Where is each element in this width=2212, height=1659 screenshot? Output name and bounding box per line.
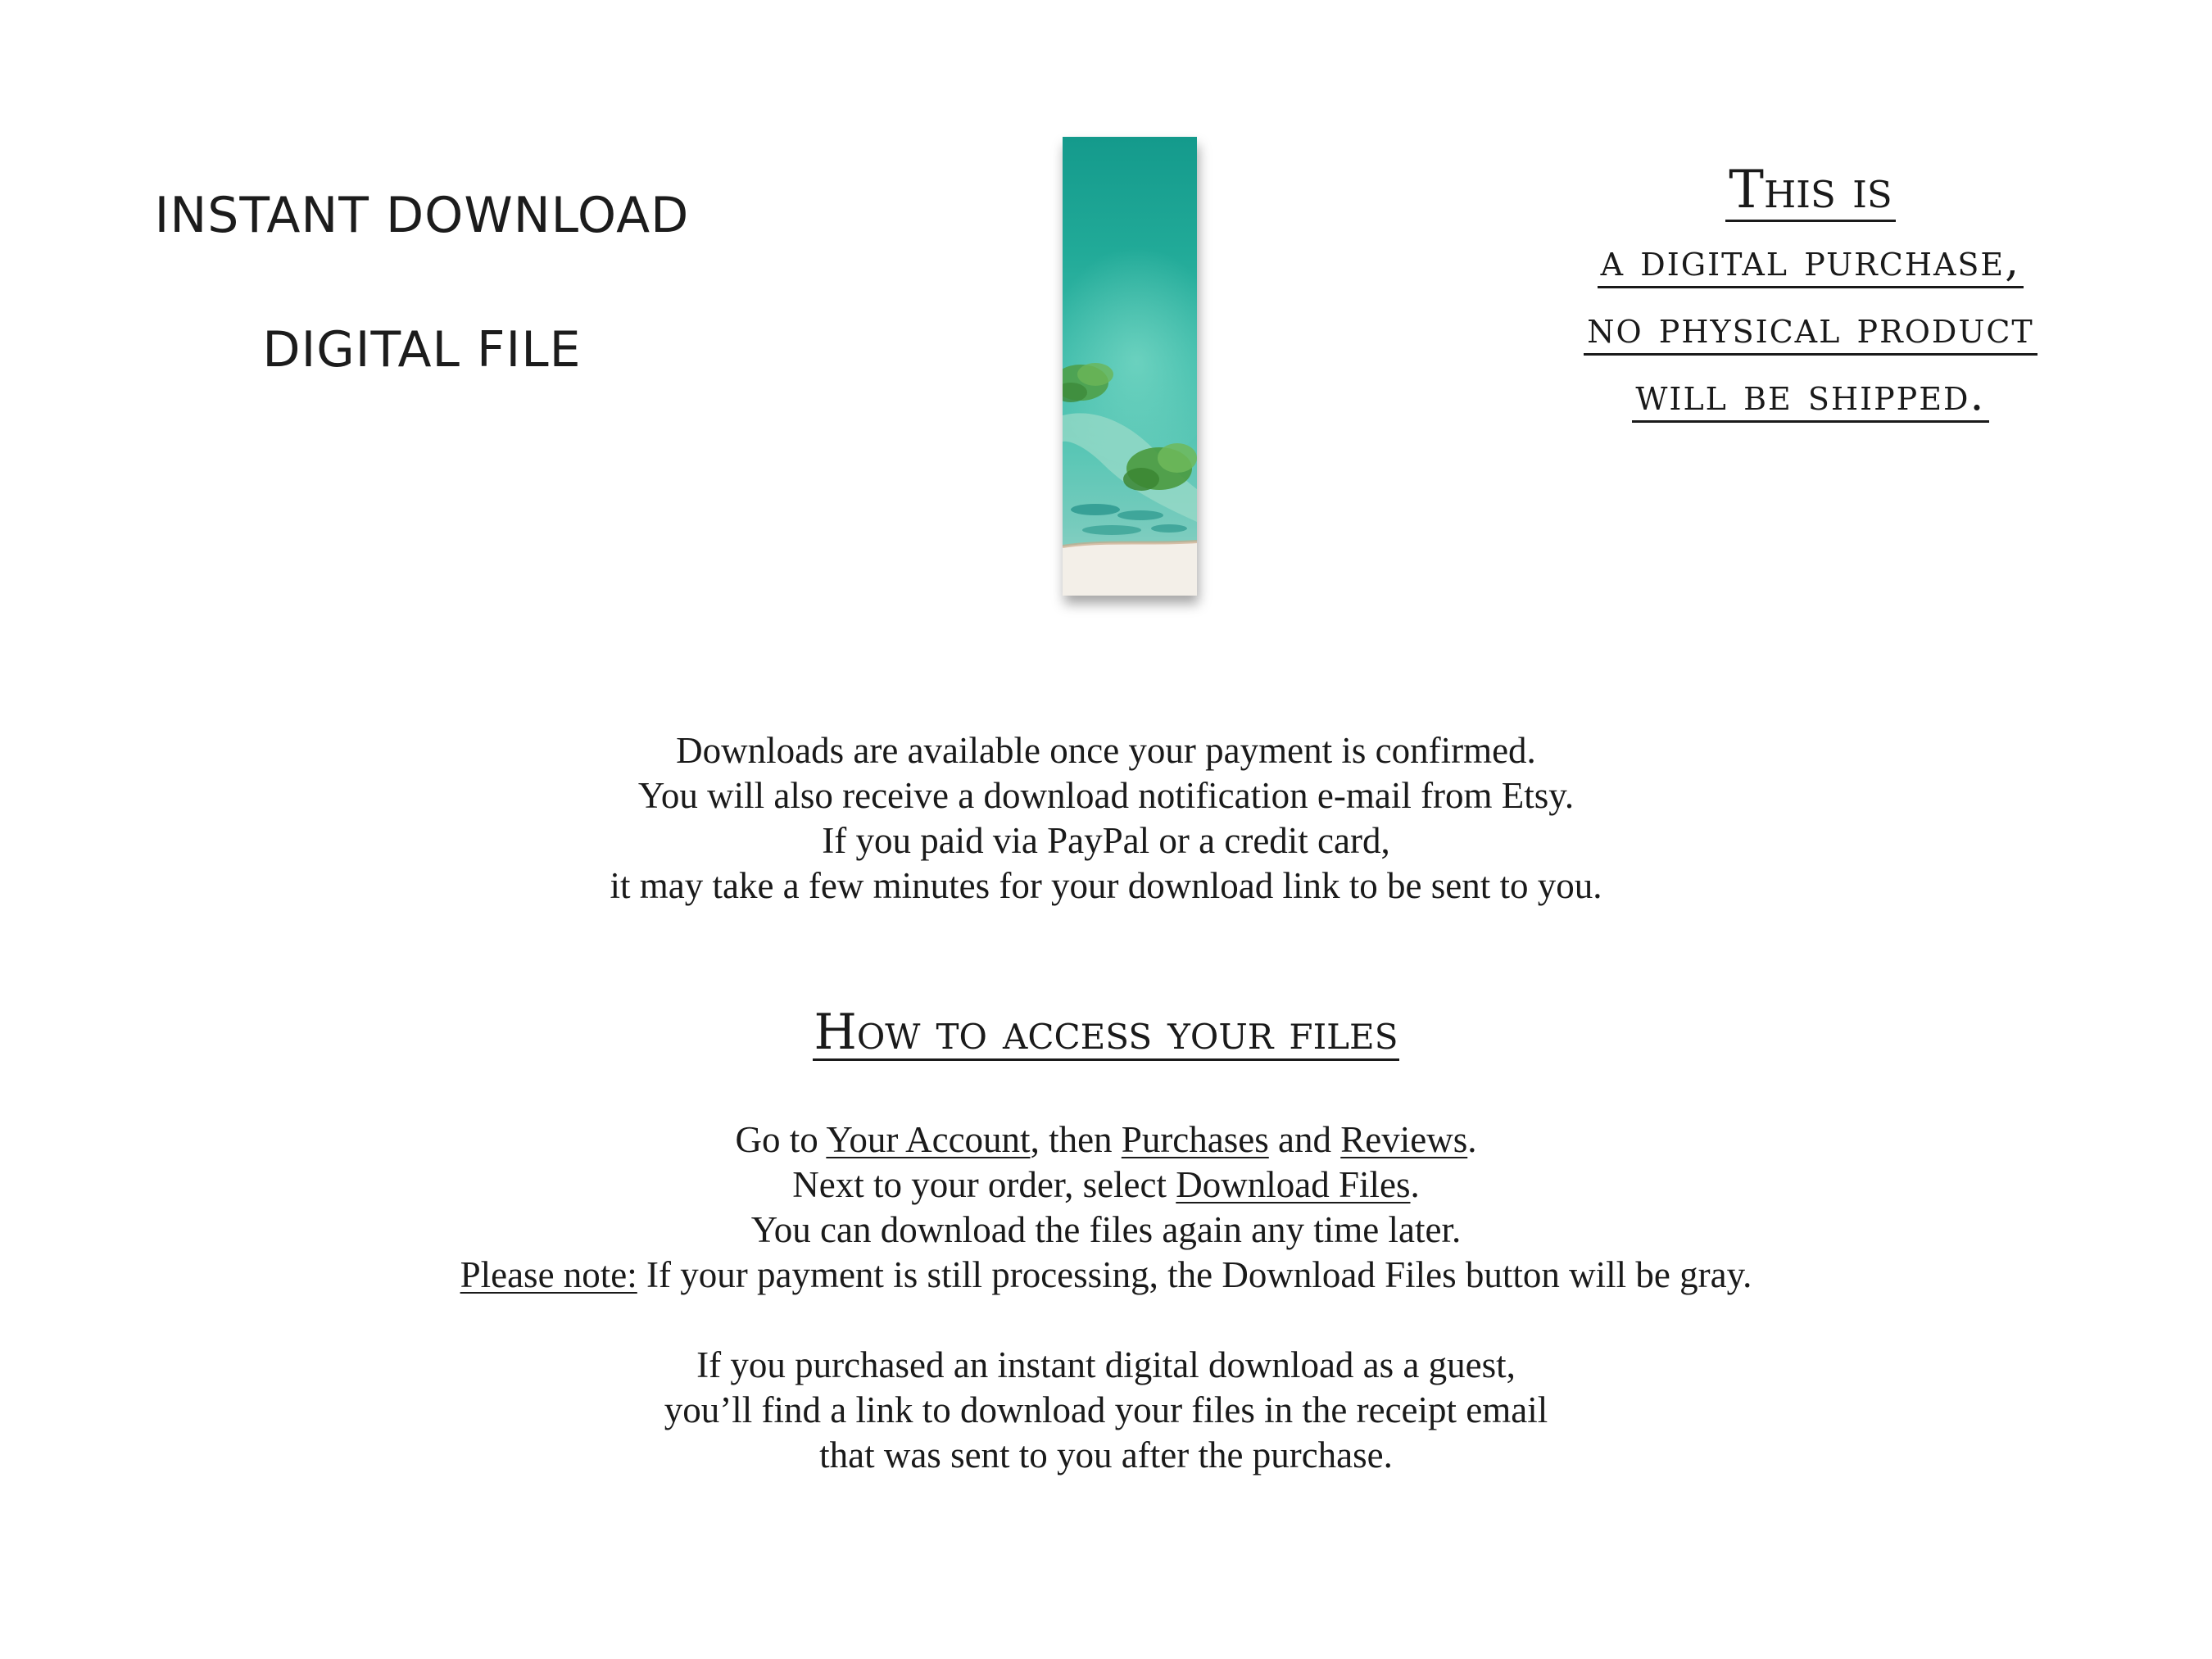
please-note-line <box>0 1253 2212 1296</box>
downloads-info-line-1: Downloads are available once your payment is confirmed. <box>676 730 1536 771</box>
downloads-info-line-3: If you paid via PayPal or a credit card, <box>822 820 1390 861</box>
watercolor-bookmark-icon <box>1063 137 1197 596</box>
notice-text-1: This is <box>1725 163 1895 222</box>
notice-text-2: a digital purchase, <box>1598 238 2024 288</box>
guest-info-line-1: If you purchased an instant digital download as a guest, <box>696 1344 1516 1385</box>
notice-line-4 <box>1532 369 2089 423</box>
access-step-1 <box>0 1118 2212 1161</box>
download-files-link[interactable]: Download Files <box>1176 1164 1411 1205</box>
step2-suffix: . <box>1410 1164 1420 1205</box>
access-step-2 <box>0 1163 2212 1206</box>
guest-info-line-2: you’ll find a link to download your files in the receipt email <box>664 1389 1548 1430</box>
downloads-info-line-4: it may take a few minutes for your download link to be sent to you. <box>610 865 1602 906</box>
bookmark-image <box>1063 137 1197 596</box>
access-step-3: You can download the files again any time later. <box>750 1209 1462 1250</box>
please-note-label: Please note: <box>460 1254 637 1295</box>
notice-text-3: no physical product <box>1584 305 2037 356</box>
notice-line-2 <box>1532 234 2089 288</box>
how-to-access-heading <box>0 1004 2212 1061</box>
purchases-link[interactable]: Purchases <box>1121 1119 1269 1160</box>
notice-text-4: will be shipped. <box>1632 372 1988 423</box>
instant-download-heading: INSTANT DOWNLOAD <box>154 187 690 244</box>
step1-mid2: and <box>1268 1119 1341 1160</box>
notice-line-3 <box>1532 301 2089 356</box>
your-account-link[interactable]: Your Account <box>826 1119 1031 1160</box>
please-note-text: If your payment is still processing, the Download Files button will be gray. <box>637 1254 1752 1295</box>
reviews-link[interactable]: Reviews <box>1340 1119 1468 1160</box>
step1-prefix: Go to <box>735 1119 827 1160</box>
downloads-info-line-2: You will also receive a download notification e-mail from Etsy. <box>637 775 1575 816</box>
digital-file-heading: DIGITAL FILE <box>262 321 582 378</box>
guest-info-line-3: that was sent to you after the purchase. <box>819 1435 1393 1475</box>
how-to-access-heading-text: How to access your files <box>814 1004 1398 1061</box>
step1-mid1: , then <box>1030 1119 1122 1160</box>
step1-suffix: . <box>1467 1119 1477 1160</box>
step2-prefix: Next to your order, select <box>792 1164 1176 1205</box>
notice-line-1 <box>1532 160 2089 222</box>
